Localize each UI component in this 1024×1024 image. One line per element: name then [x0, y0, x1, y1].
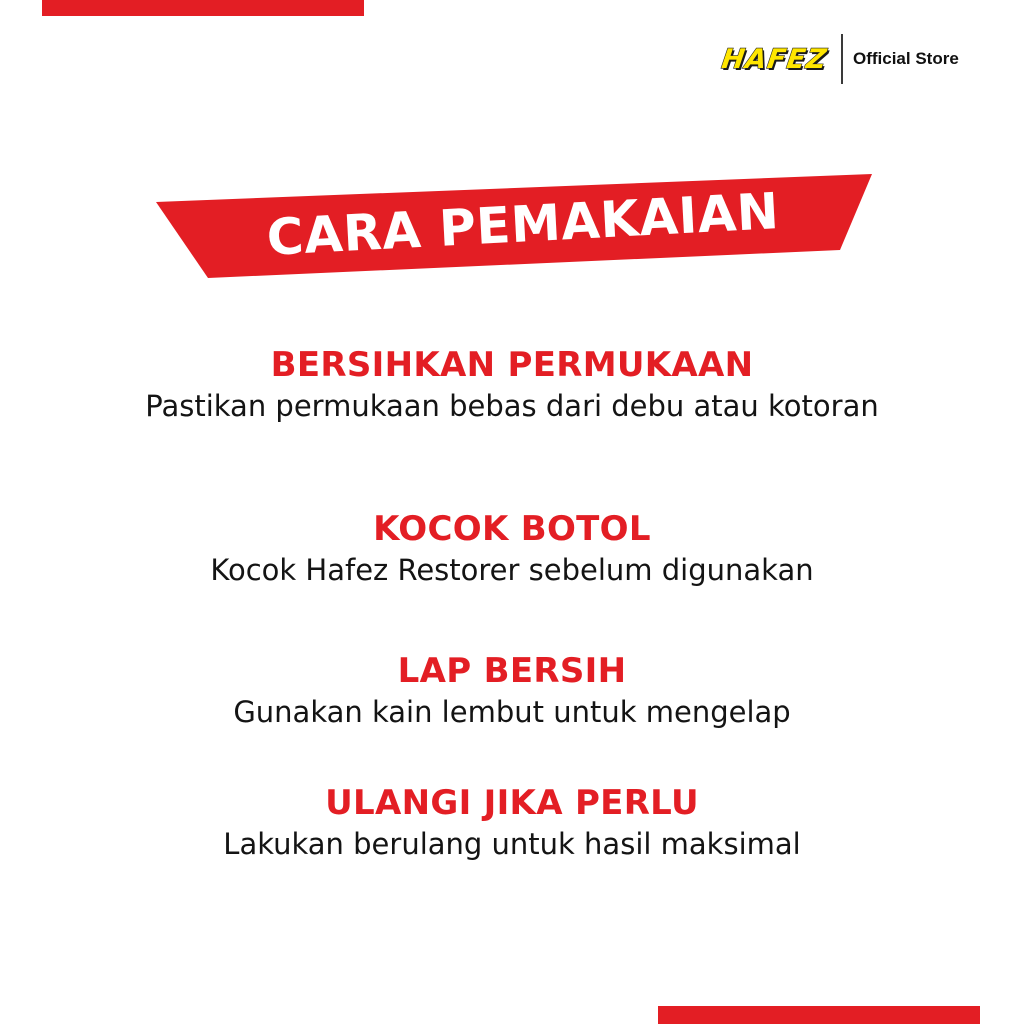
step-item — [0, 648, 1024, 730]
brand-header — [719, 30, 959, 88]
step-item — [0, 342, 1024, 424]
step-title: BERSIHKAN PERMUKAAN — [270, 345, 754, 385]
page-title: CARA PEMAKAIAN — [265, 182, 781, 267]
step-description: Lakukan berulang untuk hasil maksimal — [223, 827, 801, 861]
brand-divider — [841, 34, 843, 84]
top-accent-bar — [42, 0, 364, 16]
step-title: ULANGI JIKA PERLU — [325, 783, 699, 823]
step-description: Pastikan permukaan bebas dari debu atau kotoran — [145, 389, 879, 423]
official-store-label: Official Store — [852, 49, 959, 68]
bottom-accent-bar — [658, 1006, 980, 1024]
step-title: KOCOK BOTOL — [373, 509, 651, 549]
step-title: LAP BERSIH — [397, 651, 627, 691]
step-description: Kocok Hafez Restorer sebelum digunakan — [210, 553, 814, 587]
step-description: Gunakan kain lembut untuk mengelap — [233, 695, 791, 729]
step-item — [0, 780, 1024, 862]
step-item — [0, 506, 1024, 588]
title-banner — [150, 170, 876, 280]
hafez-logo: HAFEZ — [719, 43, 830, 75]
